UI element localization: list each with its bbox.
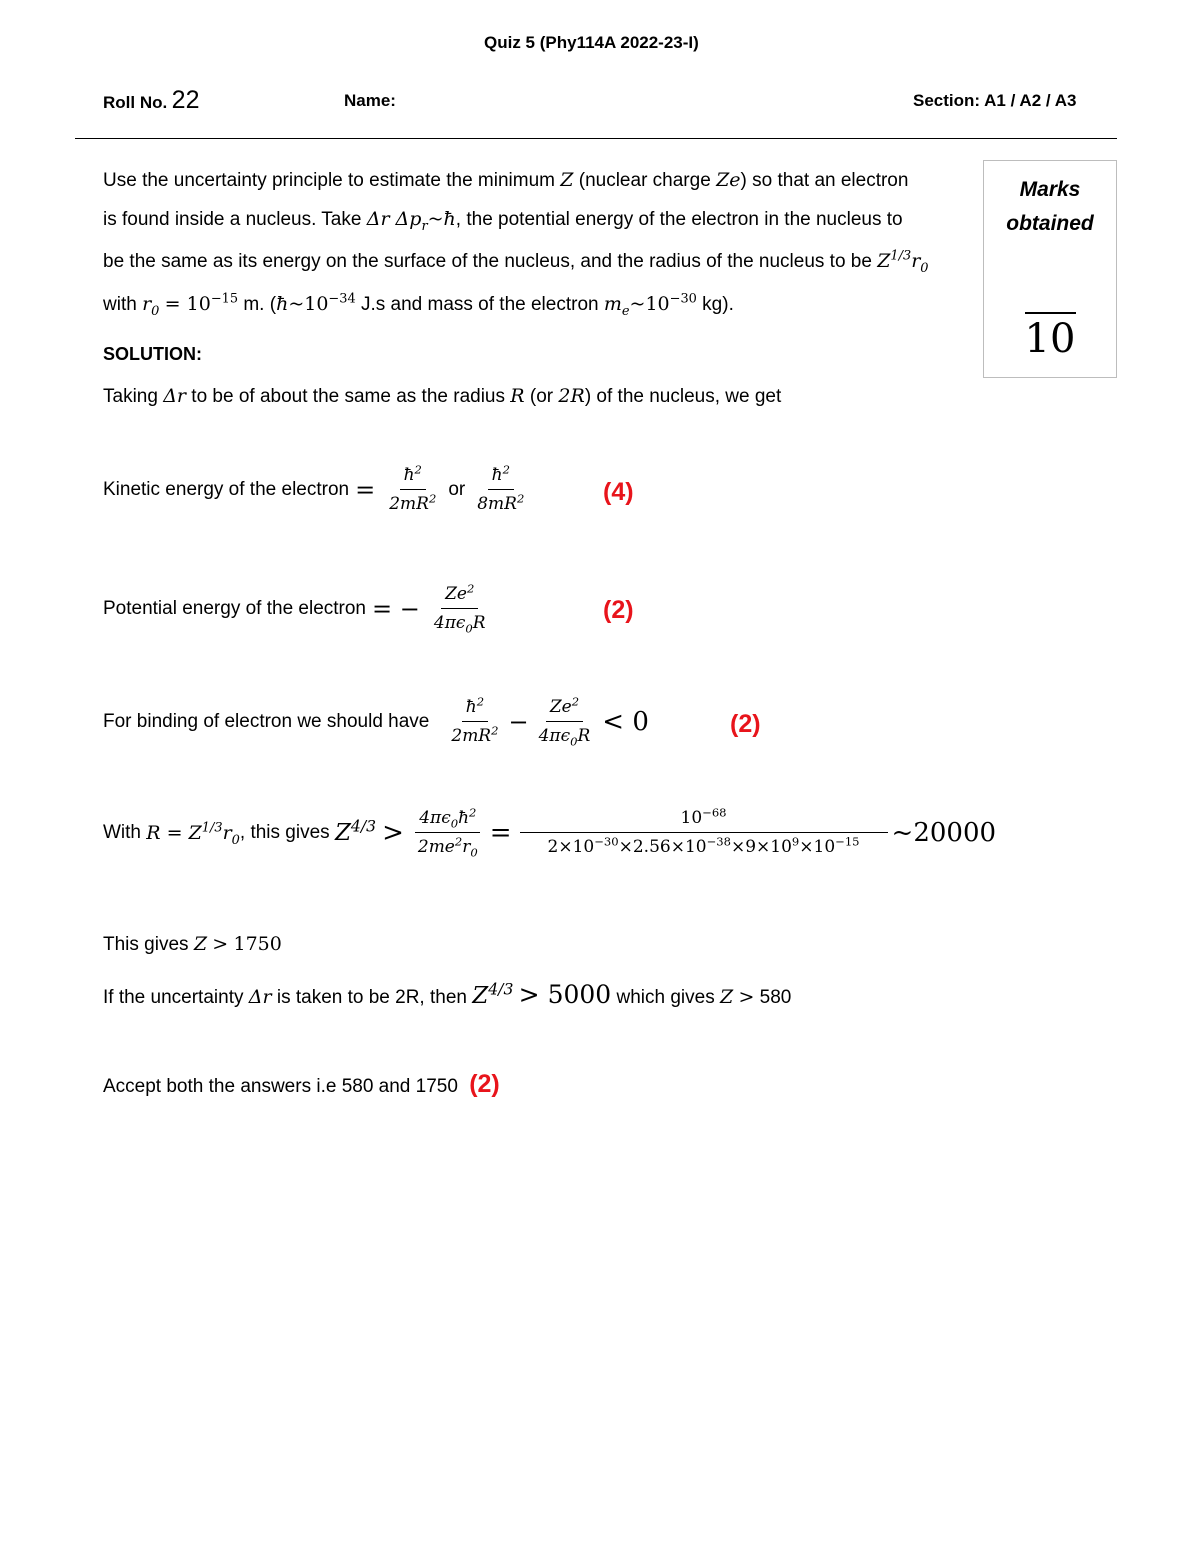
kinetic-energy-equation: Kinetic energy of the electron = $\frac{ħ^2}{2mR^2}$ or $\frac{ħ^2}{8mR^2}$ [103,462,525,514]
roll-number [103,86,199,115]
accept-line: Accept both the answers i.e 580 and 1750 (2) [103,1070,500,1098]
alternative-uncertainty-line: If the uncertainty Δr is taken to be 2R, then $Z^{4/3} > 5000$ which gives Z > 580 [103,979,792,1009]
solution-taking-line: Taking Δr to be of about the same as the radius R (or 2R) of the nucleus, we get [103,385,782,407]
section-label: Section: A1 / A2 / A3 [913,91,1077,110]
z-bound-equation: With $R = Z^{1/3}r_0$ , this gives $Z^{4/3}$ > $\frac{4\pi\epsilon_0ħ^2}{2me^2r_0}$ = $\frac{10^{-68}}{2\times 10^{-30}\times 2.56\times 10^{-38}\times 9\times 10^9\times 10^{-15}}$ ~20000 [103,805,997,860]
roll-label: Roll No. [103,93,168,112]
binding-marks: (2) [730,710,761,738]
solution-heading: SOLUTION: [103,344,202,364]
question-line-3: be the same as its energy on the surface of the nucleus, and the radius of the nucleus to be $Z^{1/3}r_0$ [103,248,929,276]
marks-box [983,160,1117,378]
question-line-4: with $r_0 = 10^{-15}$ m. ($ħ\sim 10^{-34}$ J.s and mass of the electron $m_e\sim 10^{-30}$ kg). [103,291,734,319]
potential-energy-marks: (2) [603,596,634,624]
marks-label: Marks obtained [1006,178,1094,235]
marks-total: 10 [1024,316,1076,362]
marks-fraction-bar [1025,312,1076,314]
result-value: ~20000 [891,817,997,848]
quiz-title: Quiz 5 (Phy114A 2022-23-I) [484,33,699,52]
accept-marks: (2) [469,1070,500,1098]
this-gives-line: This gives Z > 1750 [103,933,282,955]
header-divider [75,138,1117,139]
question-line-2: is found inside a nucleus. Take Δr $\Delta p_r\sim ħ$, the potential energy of the electron in the nucleus to [103,208,903,234]
name-label: Name: [344,91,396,110]
kinetic-energy-marks: (4) [603,478,634,506]
potential-energy-equation: Potential energy of the electron = − $\frac{Ze^2}{4\pi\epsilon_0R}$ [103,581,486,636]
roll-value: 22 [171,86,200,114]
question-line-1: Use the uncertainty principle to estimate the minimum Z (nuclear charge Ze) so that an electron [103,169,909,191]
binding-condition-equation: For binding of electron we should have $\frac{ħ^2}{2mR^2}$ − $\frac{Ze^2}{4\pi\epsilon_0R}$ < 0 [103,694,649,749]
